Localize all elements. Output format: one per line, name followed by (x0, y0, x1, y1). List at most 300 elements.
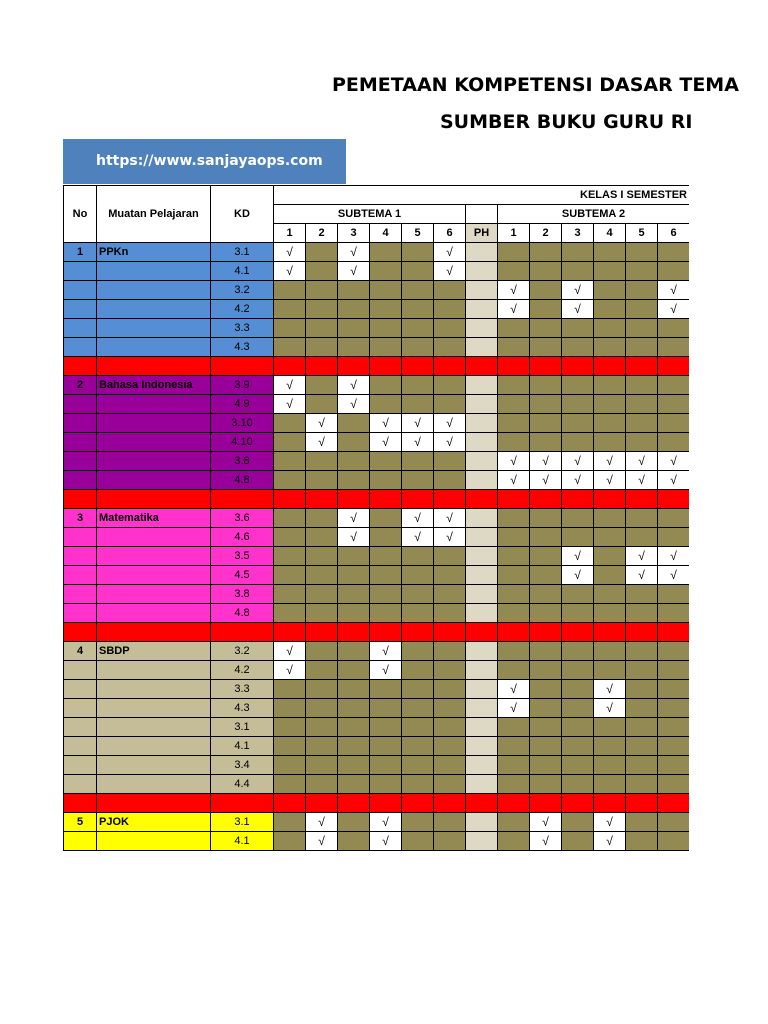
empty-cell[interactable] (594, 509, 626, 528)
empty-cell[interactable] (498, 718, 530, 737)
empty-cell[interactable] (370, 528, 402, 547)
empty-cell[interactable] (370, 471, 402, 490)
empty-cell[interactable] (434, 642, 466, 661)
empty-cell[interactable] (370, 718, 402, 737)
empty-cell[interactable] (626, 262, 658, 281)
check-cell[interactable]: √ (402, 528, 434, 547)
empty-cell[interactable] (338, 452, 370, 471)
empty-cell[interactable] (338, 661, 370, 680)
empty-cell[interactable] (562, 604, 594, 623)
empty-cell[interactable] (530, 281, 562, 300)
empty-cell[interactable] (626, 300, 658, 319)
empty-cell[interactable] (274, 471, 306, 490)
ph-cell[interactable] (466, 414, 498, 433)
empty-cell[interactable] (498, 395, 530, 414)
empty-cell[interactable] (434, 585, 466, 604)
check-cell[interactable]: √ (370, 414, 402, 433)
check-cell[interactable]: √ (274, 262, 306, 281)
empty-cell[interactable] (498, 566, 530, 585)
check-cell[interactable]: √ (370, 832, 402, 851)
ph-cell[interactable] (466, 262, 498, 281)
check-cell[interactable]: √ (658, 452, 690, 471)
empty-cell[interactable] (274, 433, 306, 452)
empty-cell[interactable] (434, 452, 466, 471)
empty-cell[interactable] (562, 376, 594, 395)
check-cell[interactable]: √ (370, 661, 402, 680)
empty-cell[interactable] (306, 585, 338, 604)
empty-cell[interactable] (274, 319, 306, 338)
empty-cell[interactable] (370, 509, 402, 528)
empty-cell[interactable] (658, 338, 690, 357)
empty-cell[interactable] (402, 262, 434, 281)
empty-cell[interactable] (370, 604, 402, 623)
empty-cell[interactable] (306, 737, 338, 756)
check-cell[interactable]: √ (370, 642, 402, 661)
ph-cell[interactable] (466, 699, 498, 718)
check-cell[interactable]: √ (562, 281, 594, 300)
empty-cell[interactable] (338, 756, 370, 775)
check-cell[interactable]: √ (498, 281, 530, 300)
empty-cell[interactable] (530, 737, 562, 756)
empty-cell[interactable] (274, 547, 306, 566)
empty-cell[interactable] (274, 585, 306, 604)
check-cell[interactable]: √ (338, 262, 370, 281)
empty-cell[interactable] (338, 433, 370, 452)
empty-cell[interactable] (530, 699, 562, 718)
empty-cell[interactable] (402, 566, 434, 585)
empty-cell[interactable] (338, 585, 370, 604)
empty-cell[interactable] (274, 680, 306, 699)
empty-cell[interactable] (370, 756, 402, 775)
empty-cell[interactable] (626, 433, 658, 452)
empty-cell[interactable] (434, 547, 466, 566)
ph-cell[interactable] (466, 452, 498, 471)
empty-cell[interactable] (658, 319, 690, 338)
empty-cell[interactable] (306, 338, 338, 357)
empty-cell[interactable] (402, 832, 434, 851)
empty-cell[interactable] (306, 243, 338, 262)
check-cell[interactable]: √ (434, 509, 466, 528)
ph-cell[interactable] (466, 756, 498, 775)
empty-cell[interactable] (338, 718, 370, 737)
empty-cell[interactable] (338, 414, 370, 433)
check-cell[interactable]: √ (562, 471, 594, 490)
check-cell[interactable]: √ (658, 300, 690, 319)
empty-cell[interactable] (594, 300, 626, 319)
empty-cell[interactable] (434, 699, 466, 718)
empty-cell[interactable] (562, 756, 594, 775)
empty-cell[interactable] (402, 680, 434, 699)
check-cell[interactable]: √ (562, 300, 594, 319)
check-cell[interactable]: √ (626, 566, 658, 585)
empty-cell[interactable] (274, 452, 306, 471)
empty-cell[interactable] (498, 509, 530, 528)
empty-cell[interactable] (562, 509, 594, 528)
empty-cell[interactable] (530, 775, 562, 794)
empty-cell[interactable] (626, 243, 658, 262)
empty-cell[interactable] (594, 566, 626, 585)
empty-cell[interactable] (626, 661, 658, 680)
check-cell[interactable]: √ (594, 832, 626, 851)
empty-cell[interactable] (594, 585, 626, 604)
empty-cell[interactable] (498, 433, 530, 452)
empty-cell[interactable] (530, 433, 562, 452)
empty-cell[interactable] (402, 604, 434, 623)
empty-cell[interactable] (594, 642, 626, 661)
empty-cell[interactable] (306, 547, 338, 566)
empty-cell[interactable] (498, 585, 530, 604)
empty-cell[interactable] (562, 585, 594, 604)
check-cell[interactable]: √ (594, 699, 626, 718)
check-cell[interactable]: √ (306, 414, 338, 433)
empty-cell[interactable] (402, 338, 434, 357)
check-cell[interactable]: √ (658, 547, 690, 566)
empty-cell[interactable] (658, 756, 690, 775)
empty-cell[interactable] (594, 319, 626, 338)
check-cell[interactable]: √ (594, 813, 626, 832)
empty-cell[interactable] (626, 642, 658, 661)
ph-cell[interactable] (466, 509, 498, 528)
ph-cell[interactable] (466, 300, 498, 319)
check-cell[interactable]: √ (434, 243, 466, 262)
ph-cell[interactable] (466, 775, 498, 794)
check-cell[interactable]: √ (562, 547, 594, 566)
ph-cell[interactable] (466, 680, 498, 699)
empty-cell[interactable] (530, 756, 562, 775)
empty-cell[interactable] (530, 585, 562, 604)
ph-cell[interactable] (466, 832, 498, 851)
empty-cell[interactable] (594, 604, 626, 623)
empty-cell[interactable] (434, 737, 466, 756)
empty-cell[interactable] (498, 262, 530, 281)
empty-cell[interactable] (434, 680, 466, 699)
empty-cell[interactable] (434, 661, 466, 680)
empty-cell[interactable] (338, 547, 370, 566)
empty-cell[interactable] (658, 528, 690, 547)
empty-cell[interactable] (370, 376, 402, 395)
empty-cell[interactable] (626, 737, 658, 756)
ph-cell[interactable] (466, 471, 498, 490)
check-cell[interactable]: √ (498, 680, 530, 699)
empty-cell[interactable] (594, 243, 626, 262)
ph-cell[interactable] (466, 585, 498, 604)
check-cell[interactable]: √ (434, 414, 466, 433)
empty-cell[interactable] (306, 262, 338, 281)
empty-cell[interactable] (530, 338, 562, 357)
empty-cell[interactable] (594, 528, 626, 547)
empty-cell[interactable] (434, 471, 466, 490)
empty-cell[interactable] (626, 718, 658, 737)
check-cell[interactable]: √ (338, 376, 370, 395)
check-cell[interactable]: √ (530, 832, 562, 851)
check-cell[interactable]: √ (370, 813, 402, 832)
empty-cell[interactable] (402, 243, 434, 262)
empty-cell[interactable] (274, 528, 306, 547)
empty-cell[interactable] (530, 243, 562, 262)
empty-cell[interactable] (530, 680, 562, 699)
empty-cell[interactable] (658, 718, 690, 737)
empty-cell[interactable] (562, 414, 594, 433)
empty-cell[interactable] (274, 699, 306, 718)
empty-cell[interactable] (338, 319, 370, 338)
empty-cell[interactable] (370, 585, 402, 604)
empty-cell[interactable] (306, 281, 338, 300)
empty-cell[interactable] (274, 300, 306, 319)
check-cell[interactable]: √ (562, 566, 594, 585)
empty-cell[interactable] (402, 813, 434, 832)
empty-cell[interactable] (274, 566, 306, 585)
ph-cell[interactable] (466, 718, 498, 737)
url-banner[interactable]: https://www.sanjayaops.com (63, 139, 346, 184)
check-cell[interactable]: √ (594, 680, 626, 699)
empty-cell[interactable] (274, 604, 306, 623)
empty-cell[interactable] (434, 718, 466, 737)
empty-cell[interactable] (274, 509, 306, 528)
empty-cell[interactable] (498, 243, 530, 262)
check-cell[interactable]: √ (306, 433, 338, 452)
empty-cell[interactable] (402, 395, 434, 414)
empty-cell[interactable] (402, 642, 434, 661)
check-cell[interactable]: √ (338, 395, 370, 414)
empty-cell[interactable] (658, 376, 690, 395)
empty-cell[interactable] (402, 699, 434, 718)
empty-cell[interactable] (594, 718, 626, 737)
empty-cell[interactable] (338, 642, 370, 661)
empty-cell[interactable] (306, 528, 338, 547)
empty-cell[interactable] (530, 547, 562, 566)
empty-cell[interactable] (402, 756, 434, 775)
empty-cell[interactable] (306, 642, 338, 661)
empty-cell[interactable] (530, 509, 562, 528)
empty-cell[interactable] (562, 832, 594, 851)
empty-cell[interactable] (562, 319, 594, 338)
empty-cell[interactable] (370, 243, 402, 262)
check-cell[interactable]: √ (530, 813, 562, 832)
empty-cell[interactable] (626, 775, 658, 794)
empty-cell[interactable] (274, 281, 306, 300)
empty-cell[interactable] (562, 262, 594, 281)
empty-cell[interactable] (370, 699, 402, 718)
empty-cell[interactable] (562, 661, 594, 680)
empty-cell[interactable] (434, 566, 466, 585)
empty-cell[interactable] (274, 718, 306, 737)
empty-cell[interactable] (306, 661, 338, 680)
empty-cell[interactable] (626, 680, 658, 699)
empty-cell[interactable] (530, 262, 562, 281)
empty-cell[interactable] (530, 300, 562, 319)
empty-cell[interactable] (498, 547, 530, 566)
empty-cell[interactable] (402, 661, 434, 680)
empty-cell[interactable] (530, 395, 562, 414)
empty-cell[interactable] (594, 338, 626, 357)
check-cell[interactable]: √ (370, 433, 402, 452)
empty-cell[interactable] (370, 281, 402, 300)
empty-cell[interactable] (306, 775, 338, 794)
empty-cell[interactable] (306, 300, 338, 319)
check-cell[interactable]: √ (626, 547, 658, 566)
empty-cell[interactable] (370, 300, 402, 319)
check-cell[interactable]: √ (498, 699, 530, 718)
empty-cell[interactable] (402, 737, 434, 756)
empty-cell[interactable] (306, 509, 338, 528)
empty-cell[interactable] (594, 775, 626, 794)
empty-cell[interactable] (594, 395, 626, 414)
check-cell[interactable]: √ (274, 661, 306, 680)
empty-cell[interactable] (626, 376, 658, 395)
empty-cell[interactable] (658, 737, 690, 756)
empty-cell[interactable] (402, 319, 434, 338)
empty-cell[interactable] (338, 471, 370, 490)
empty-cell[interactable] (658, 832, 690, 851)
empty-cell[interactable] (530, 376, 562, 395)
empty-cell[interactable] (658, 813, 690, 832)
empty-cell[interactable] (498, 528, 530, 547)
ph-cell[interactable] (466, 243, 498, 262)
empty-cell[interactable] (274, 813, 306, 832)
empty-cell[interactable] (658, 642, 690, 661)
empty-cell[interactable] (306, 699, 338, 718)
empty-cell[interactable] (434, 604, 466, 623)
empty-cell[interactable] (658, 699, 690, 718)
empty-cell[interactable] (562, 528, 594, 547)
check-cell[interactable]: √ (658, 281, 690, 300)
empty-cell[interactable] (594, 376, 626, 395)
ph-cell[interactable] (466, 737, 498, 756)
empty-cell[interactable] (434, 300, 466, 319)
ph-cell[interactable] (466, 528, 498, 547)
check-cell[interactable]: √ (434, 433, 466, 452)
empty-cell[interactable] (626, 528, 658, 547)
empty-cell[interactable] (306, 756, 338, 775)
empty-cell[interactable] (562, 642, 594, 661)
empty-cell[interactable] (498, 737, 530, 756)
empty-cell[interactable] (530, 642, 562, 661)
empty-cell[interactable] (434, 376, 466, 395)
empty-cell[interactable] (274, 737, 306, 756)
empty-cell[interactable] (594, 262, 626, 281)
check-cell[interactable]: √ (562, 452, 594, 471)
empty-cell[interactable] (658, 433, 690, 452)
empty-cell[interactable] (594, 737, 626, 756)
empty-cell[interactable] (338, 775, 370, 794)
empty-cell[interactable] (402, 547, 434, 566)
check-cell[interactable]: √ (274, 376, 306, 395)
empty-cell[interactable] (274, 338, 306, 357)
empty-cell[interactable] (626, 414, 658, 433)
ph-cell[interactable] (466, 395, 498, 414)
empty-cell[interactable] (594, 433, 626, 452)
empty-cell[interactable] (306, 471, 338, 490)
empty-cell[interactable] (338, 604, 370, 623)
empty-cell[interactable] (338, 281, 370, 300)
check-cell[interactable]: √ (658, 471, 690, 490)
empty-cell[interactable] (626, 813, 658, 832)
empty-cell[interactable] (498, 338, 530, 357)
empty-cell[interactable] (594, 661, 626, 680)
empty-cell[interactable] (370, 452, 402, 471)
check-cell[interactable]: √ (274, 395, 306, 414)
check-cell[interactable]: √ (626, 452, 658, 471)
empty-cell[interactable] (434, 338, 466, 357)
empty-cell[interactable] (626, 604, 658, 623)
empty-cell[interactable] (658, 604, 690, 623)
check-cell[interactable]: √ (338, 243, 370, 262)
empty-cell[interactable] (402, 281, 434, 300)
empty-cell[interactable] (658, 262, 690, 281)
empty-cell[interactable] (498, 319, 530, 338)
empty-cell[interactable] (370, 547, 402, 566)
empty-cell[interactable] (306, 718, 338, 737)
empty-cell[interactable] (338, 680, 370, 699)
empty-cell[interactable] (274, 756, 306, 775)
empty-cell[interactable] (562, 813, 594, 832)
empty-cell[interactable] (530, 528, 562, 547)
empty-cell[interactable] (338, 699, 370, 718)
empty-cell[interactable] (562, 243, 594, 262)
ph-cell[interactable] (466, 642, 498, 661)
empty-cell[interactable] (626, 585, 658, 604)
empty-cell[interactable] (370, 319, 402, 338)
empty-cell[interactable] (530, 604, 562, 623)
empty-cell[interactable] (498, 775, 530, 794)
empty-cell[interactable] (434, 281, 466, 300)
empty-cell[interactable] (498, 832, 530, 851)
empty-cell[interactable] (626, 509, 658, 528)
empty-cell[interactable] (274, 414, 306, 433)
empty-cell[interactable] (402, 452, 434, 471)
empty-cell[interactable] (530, 566, 562, 585)
empty-cell[interactable] (306, 604, 338, 623)
empty-cell[interactable] (370, 775, 402, 794)
empty-cell[interactable] (562, 775, 594, 794)
empty-cell[interactable] (498, 756, 530, 775)
empty-cell[interactable] (658, 661, 690, 680)
empty-cell[interactable] (306, 680, 338, 699)
empty-cell[interactable] (498, 813, 530, 832)
check-cell[interactable]: √ (274, 243, 306, 262)
check-cell[interactable]: √ (498, 471, 530, 490)
check-cell[interactable]: √ (434, 528, 466, 547)
empty-cell[interactable] (562, 737, 594, 756)
ph-cell[interactable] (466, 813, 498, 832)
empty-cell[interactable] (658, 775, 690, 794)
check-cell[interactable]: √ (498, 452, 530, 471)
empty-cell[interactable] (594, 281, 626, 300)
empty-cell[interactable] (562, 433, 594, 452)
empty-cell[interactable] (306, 566, 338, 585)
empty-cell[interactable] (530, 661, 562, 680)
check-cell[interactable]: √ (338, 528, 370, 547)
empty-cell[interactable] (562, 680, 594, 699)
check-cell[interactable]: √ (402, 509, 434, 528)
empty-cell[interactable] (658, 395, 690, 414)
empty-cell[interactable] (626, 338, 658, 357)
ph-cell[interactable] (466, 281, 498, 300)
empty-cell[interactable] (658, 509, 690, 528)
empty-cell[interactable] (402, 585, 434, 604)
check-cell[interactable]: √ (530, 471, 562, 490)
empty-cell[interactable] (370, 395, 402, 414)
empty-cell[interactable] (530, 414, 562, 433)
empty-cell[interactable] (434, 775, 466, 794)
empty-cell[interactable] (274, 775, 306, 794)
ph-cell[interactable] (466, 661, 498, 680)
check-cell[interactable]: √ (594, 452, 626, 471)
empty-cell[interactable] (530, 319, 562, 338)
ph-cell[interactable] (466, 319, 498, 338)
empty-cell[interactable] (594, 547, 626, 566)
empty-cell[interactable] (626, 756, 658, 775)
